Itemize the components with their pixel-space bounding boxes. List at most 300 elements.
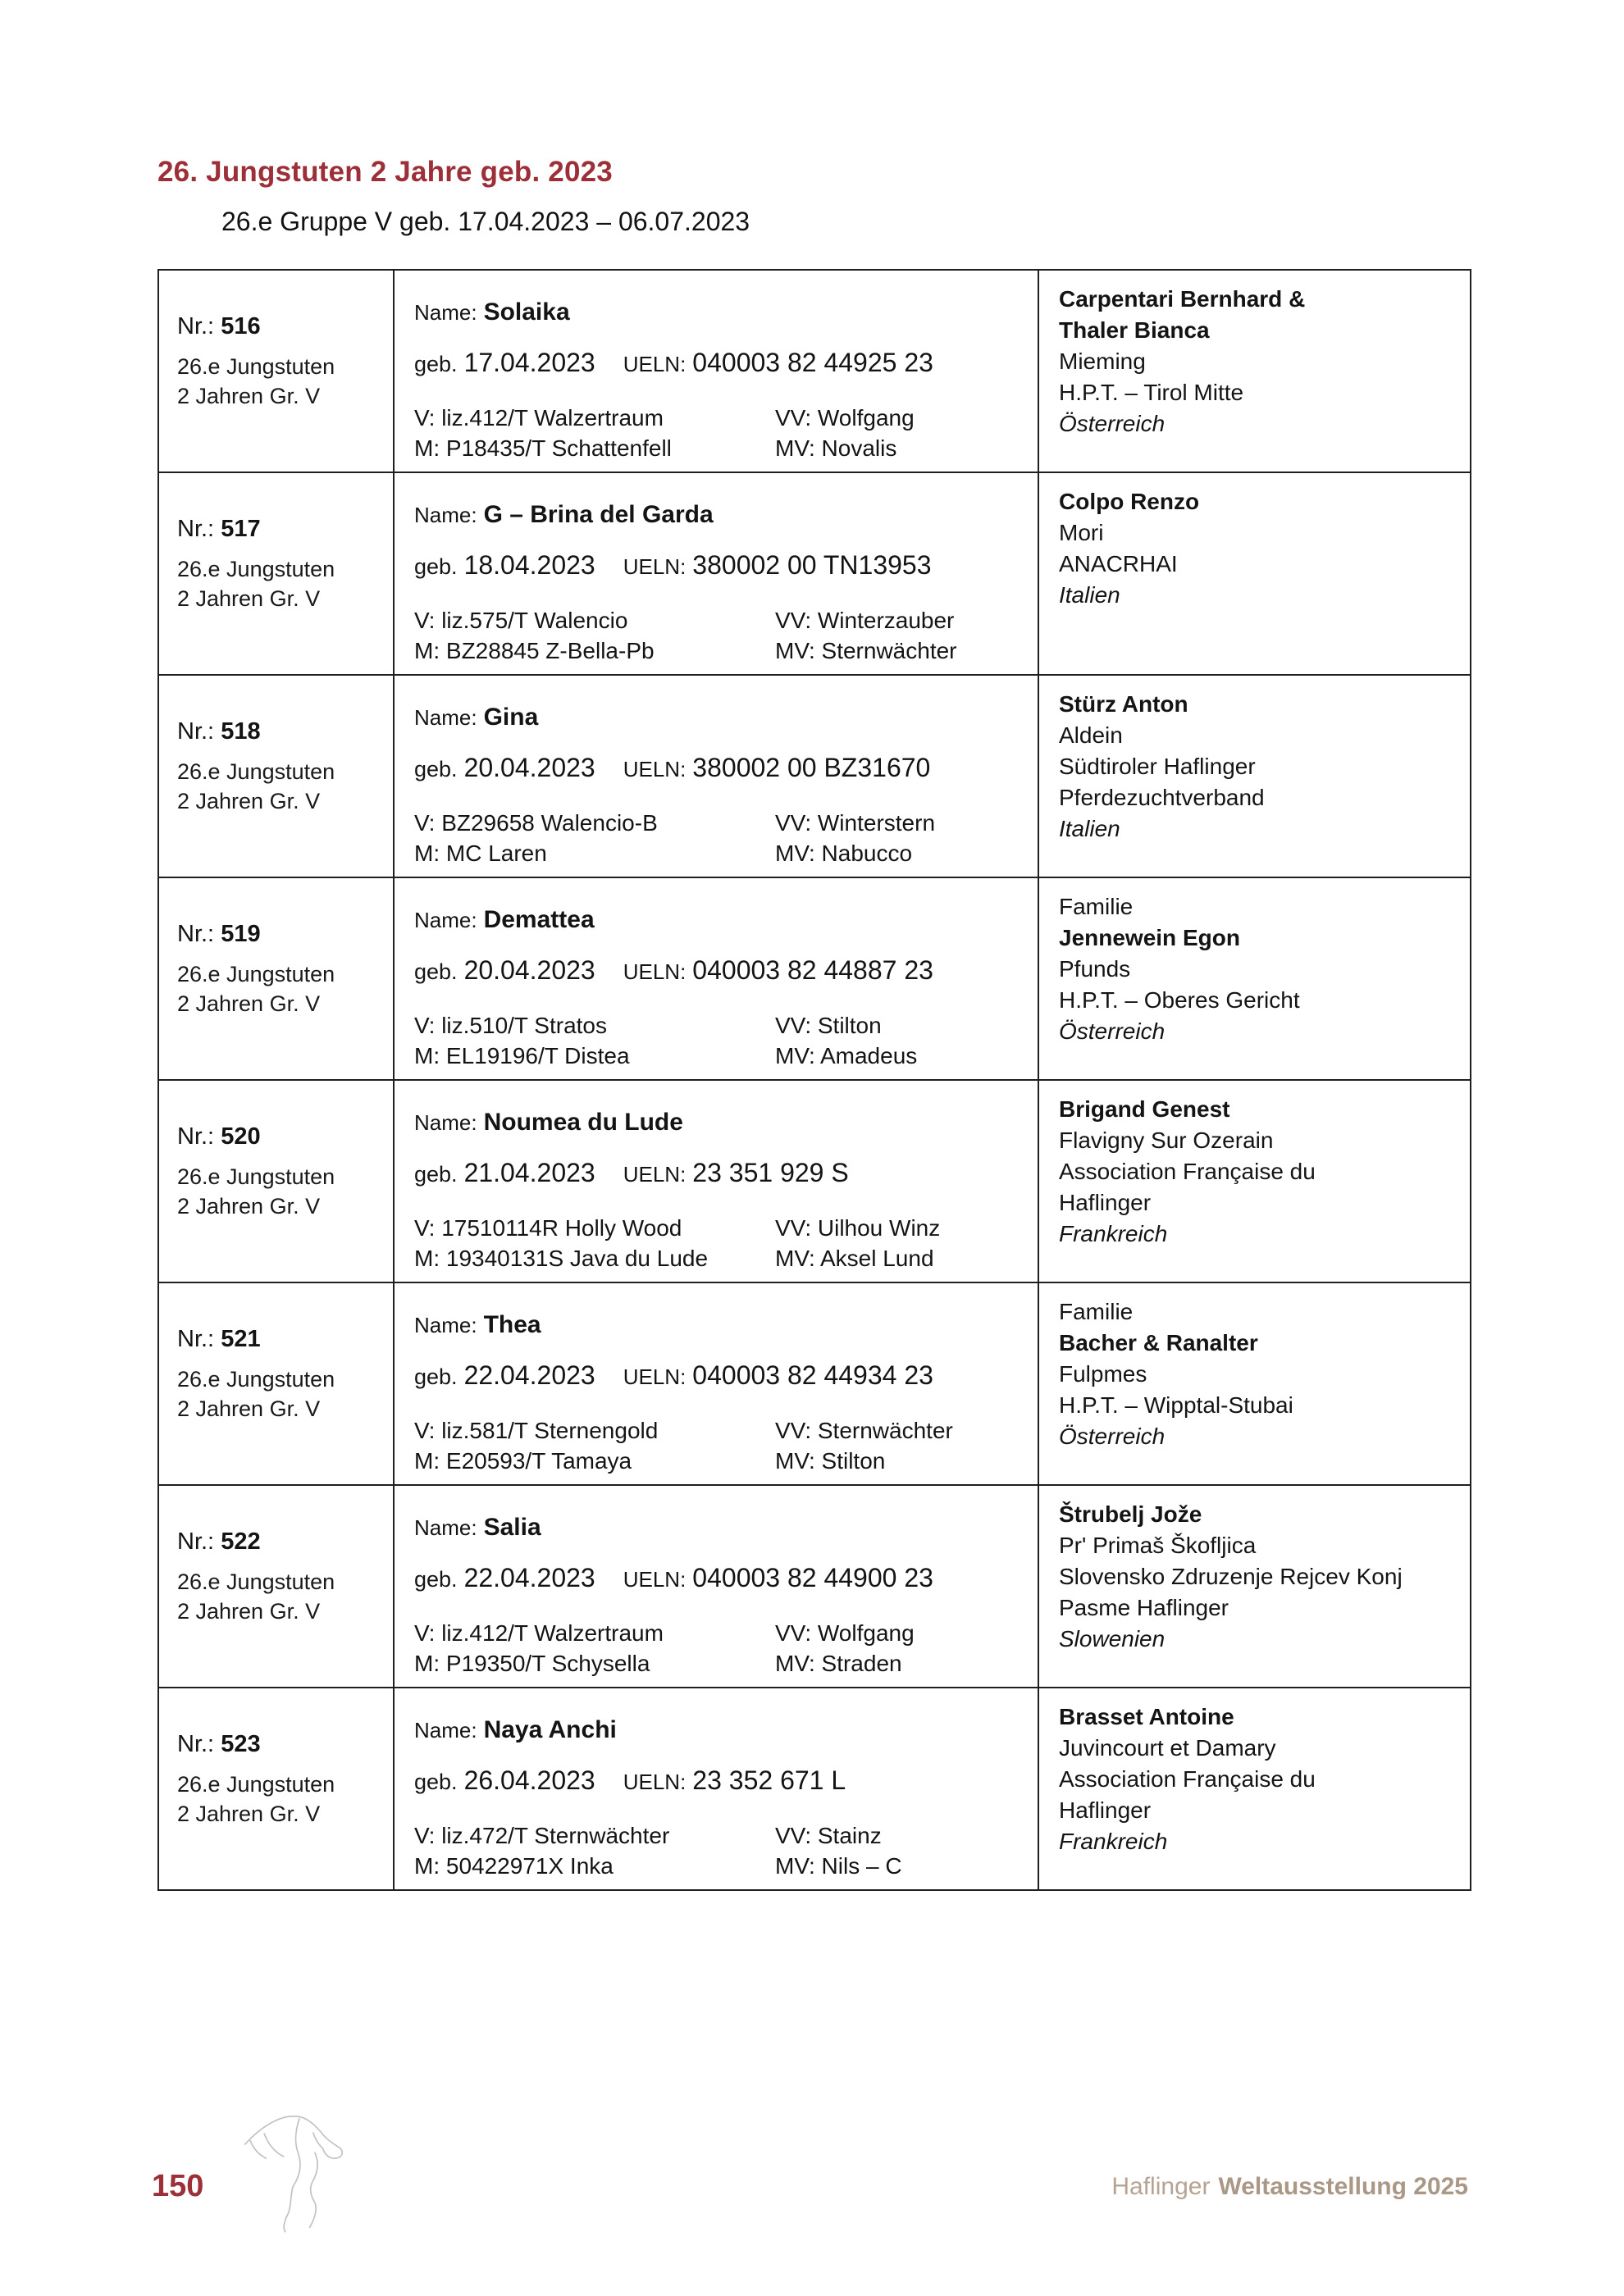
footer-brand [1111,2173,1468,2201]
birth-line [414,348,1023,378]
owner-line: Österreich [1059,1424,1166,1449]
owner-line: Südtiroler Haflinger [1059,754,1256,779]
geb-value: 22.04.2023 [463,1563,595,1592]
m-label: M: [414,1853,440,1879]
dam-sire-entry [775,838,1023,868]
footer-brand-light: Haflinger [1111,2173,1211,2200]
entry-number-cell [159,1081,393,1282]
mv-value: Nabucco [821,840,913,866]
owner-line: H.P.T. – Tirol Mitte [1059,380,1244,405]
class-line: 2 Jahren Gr. V [177,991,321,1016]
horse-logo-icon [239,2106,363,2237]
owner-cell [1038,878,1470,1079]
dam-line [414,1243,1023,1273]
footer-brand-bold: Weltausstellung 2025 [1218,2173,1468,2200]
geb-label: geb. [414,554,458,579]
table-row [159,674,1470,877]
vv-value: Winterstern [817,810,936,836]
class-line: 2 Jahren Gr. V [177,1194,321,1219]
nr-label: Nr.: [177,516,215,542]
owner-line: Stürz Anton [1059,691,1188,717]
dam-line [414,433,1023,463]
m-value: BZ28845 Z-Bella-Pb [445,638,655,663]
class-line: 26.e Jungstuten [177,557,335,581]
entry-number-line [177,1326,386,1353]
birth-line [414,955,1023,986]
owner-line: Pr' Primaš Škofljica [1059,1533,1257,1558]
horse-name-line [414,1514,1023,1542]
vv-label: VV: [775,1620,812,1646]
horse-name-line [414,298,1023,326]
owner-cell [1038,1081,1470,1282]
page-title: 26. Jungstuten 2 Jahre geb. 2023 [157,156,613,188]
v-label: V: [414,1620,436,1646]
horse-details-cell [393,1486,1038,1687]
ueln-label: UELN: [623,1770,687,1794]
page-subtitle: 26.e Gruppe V geb. 17.04.2023 – 06.07.2023 [221,207,750,236]
table-row [159,472,1470,674]
horse-name: Demattea [483,906,595,933]
mv-value: Novalis [821,435,897,461]
horse-name-line [414,501,1023,529]
v-value: liz.472/T Sternwächter [441,1823,670,1848]
horse-details-cell [393,676,1038,877]
owner-line: Familie [1059,1299,1134,1324]
entry-number-line [177,1123,386,1150]
name-label: Name: [414,1110,477,1135]
vv-label: VV: [775,1013,812,1038]
horse-name: Salia [483,1514,541,1541]
entry-number-cell [159,676,393,877]
v-value: liz.412/T Walzertraum [441,405,664,430]
ueln-label: UELN: [623,1162,687,1187]
entry-number-line [177,516,386,543]
ueln-value: 380002 00 BZ31670 [692,753,931,782]
sire-line [414,605,1023,636]
pedigree-block [414,1415,1023,1476]
dam-sire-entry [775,1446,1023,1476]
sire-entry [414,1618,775,1648]
geb-value: 20.04.2023 [463,955,595,985]
dam-entry [414,433,775,463]
owner-line: Österreich [1059,411,1166,436]
mv-label: MV: [775,1853,815,1879]
dam-entry [414,1446,775,1476]
owner-line: Aldein [1059,722,1123,748]
sire-line [414,808,1023,838]
nr-label: Nr.: [177,1123,215,1150]
sire-line [414,1213,1023,1243]
class-line: 2 Jahren Gr. V [177,1599,321,1624]
horse-details-cell [393,1688,1038,1889]
vv-value: Wolfgang [817,1620,915,1646]
owner-line: Fulpmes [1059,1361,1147,1387]
sire-sire-entry [775,605,1023,636]
mv-label: MV: [775,1448,815,1474]
class-line: 26.e Jungstuten [177,1569,335,1594]
horse-name: Gina [483,704,539,731]
table-row [159,1282,1470,1484]
table-row [159,271,1470,472]
owner-line: Mieming [1059,348,1146,374]
entry-number-line [177,921,386,948]
owner-line: Brasset Antoine [1059,1704,1234,1729]
sire-entry [414,1820,775,1851]
table-row [159,1484,1470,1687]
horse-details-cell [393,1283,1038,1484]
owner-line: Flavigny Sur Ozerain [1059,1128,1274,1153]
v-value: liz.412/T Walzertraum [441,1620,664,1646]
sire-sire-entry [775,1213,1023,1243]
horse-details-cell [393,878,1038,1079]
owner-line: Slowenien [1059,1626,1166,1651]
nr-label: Nr.: [177,1528,215,1555]
entry-number-line [177,718,386,745]
vv-label: VV: [775,608,812,633]
owner-line: Haflinger [1059,1797,1152,1823]
mv-value: Sternwächter [821,638,957,663]
v-value: BZ29658 Walencio-B [441,810,658,836]
dam-entry [414,636,775,666]
class-line: 2 Jahren Gr. V [177,384,321,408]
name-label: Name: [414,1313,477,1337]
mv-label: MV: [775,1651,815,1676]
nr-label: Nr.: [177,313,215,339]
owner-line: Štrubelj Jože [1059,1501,1202,1527]
sire-entry [414,605,775,636]
v-value: liz.510/T Stratos [441,1013,607,1038]
vv-label: VV: [775,810,812,836]
class-line: 26.e Jungstuten [177,1367,335,1392]
birth-line [414,1563,1023,1593]
vv-value: Winterzauber [817,608,955,633]
horse-name: Thea [483,1311,541,1338]
dam-sire-entry [775,433,1023,463]
nr-value: 522 [221,1528,261,1555]
horse-name-line [414,1109,1023,1137]
sire-line [414,403,1023,433]
v-label: V: [414,405,436,430]
owner-line: Colpo Renzo [1059,489,1200,514]
dam-line [414,1041,1023,1071]
v-label: V: [414,1013,436,1038]
mv-value: Straden [821,1651,902,1676]
m-value: EL19196/T Distea [445,1043,630,1068]
geb-value: 17.04.2023 [463,348,595,377]
vv-label: VV: [775,1418,812,1443]
geb-label: geb. [414,1364,458,1389]
v-value: 17510114R Holly Wood [441,1215,682,1241]
owner-line: Frankreich [1059,1829,1168,1854]
entry-number-line [177,313,386,340]
v-value: liz.581/T Sternengold [441,1418,659,1443]
sire-line [414,1010,1023,1041]
dam-entry [414,1041,775,1071]
ueln-label: UELN: [623,554,687,579]
owner-cell [1038,271,1470,472]
v-label: V: [414,1823,436,1848]
entry-number-cell [159,473,393,674]
vv-label: VV: [775,1823,812,1848]
nr-label: Nr.: [177,921,215,947]
owner-cell [1038,1486,1470,1687]
owner-line: Pfunds [1059,956,1131,982]
ueln-label: UELN: [623,959,687,984]
ueln-value: 040003 82 44934 23 [692,1360,933,1390]
ueln-label: UELN: [623,757,687,781]
ueln-value: 040003 82 44887 23 [692,955,933,985]
class-line: 26.e Jungstuten [177,1772,335,1797]
pedigree-block [414,1618,1023,1679]
dam-sire-entry [775,1851,1023,1881]
horse-details-cell [393,473,1038,674]
ueln-value: 23 352 671 L [692,1765,846,1795]
sire-sire-entry [775,1415,1023,1446]
horse-name-line [414,906,1023,934]
owner-line: Haflinger [1059,1190,1152,1215]
geb-label: geb. [414,1567,458,1592]
dam-line [414,1648,1023,1679]
mv-label: MV: [775,1246,815,1271]
name-label: Name: [414,300,477,325]
entry-number-cell [159,878,393,1079]
dam-sire-entry [775,636,1023,666]
m-label: M: [414,638,440,663]
entry-number-cell [159,271,393,472]
owner-line: Association Française du [1059,1159,1316,1184]
mv-label: MV: [775,840,815,866]
vv-value: Stainz [817,1823,882,1848]
owner-line: Pasme Haflinger [1059,1595,1229,1620]
owner-cell [1038,473,1470,674]
birth-line [414,1360,1023,1391]
class-line: 26.e Jungstuten [177,759,335,784]
mv-label: MV: [775,638,815,663]
geb-value: 26.04.2023 [463,1765,595,1795]
dam-entry [414,838,775,868]
sire-line [414,1618,1023,1648]
sire-entry [414,403,775,433]
horse-name-line [414,1311,1023,1339]
name-label: Name: [414,705,477,730]
geb-label: geb. [414,1162,458,1187]
name-label: Name: [414,503,477,527]
m-value: 50422971X Inka [445,1853,614,1879]
vv-value: Stilton [817,1013,882,1038]
sire-entry [414,808,775,838]
owner-line: H.P.T. – Oberes Gericht [1059,987,1300,1013]
sire-sire-entry [775,1618,1023,1648]
pedigree-block [414,605,1023,666]
mv-label: MV: [775,1043,815,1068]
dam-sire-entry [775,1243,1023,1273]
pedigree-block [414,1213,1023,1273]
geb-label: geb. [414,1770,458,1794]
name-label: Name: [414,908,477,932]
geb-label: geb. [414,352,458,376]
owner-line: Bacher & Ranalter [1059,1330,1258,1355]
owner-line: Carpentari Bernhard & [1059,286,1306,312]
geb-label: geb. [414,757,458,781]
owner-line: Familie [1059,894,1134,919]
vv-label: VV: [775,405,812,430]
owner-line: Juvincourt et Damary [1059,1735,1276,1761]
owner-line: Mori [1059,520,1104,545]
ueln-value: 040003 82 44925 23 [692,348,933,377]
class-line: 26.e Jungstuten [177,354,335,379]
m-label: M: [414,1246,440,1271]
geb-label: geb. [414,959,458,984]
nr-value: 521 [221,1326,261,1352]
v-value: liz.575/T Walencio [441,608,628,633]
nr-value: 519 [221,921,261,947]
geb-value: 20.04.2023 [463,753,595,782]
owner-line: Italien [1059,816,1120,841]
ueln-value: 040003 82 44900 23 [692,1563,933,1592]
table-row [159,1079,1470,1282]
owner-line: Slovensko Zdruzenje Rejcev Konj [1059,1564,1403,1589]
owner-line: Frankreich [1059,1221,1168,1246]
horse-name-line [414,1716,1023,1744]
v-label: V: [414,608,436,633]
dam-line [414,1446,1023,1476]
nr-label: Nr.: [177,1326,215,1352]
class-line: 2 Jahren Gr. V [177,789,321,813]
owner-cell [1038,676,1470,877]
sire-sire-entry [775,403,1023,433]
class-line: 26.e Jungstuten [177,962,335,986]
dam-entry [414,1648,775,1679]
ueln-value: 23 351 929 S [692,1158,849,1187]
m-value: 19340131S Java du Lude [445,1246,709,1271]
m-value: MC Laren [445,840,547,866]
m-label: M: [414,435,440,461]
class-line: 2 Jahren Gr. V [177,1396,321,1421]
ueln-value: 380002 00 TN13953 [692,550,932,580]
nr-label: Nr.: [177,718,215,745]
dam-sire-entry [775,1648,1023,1679]
dam-line [414,1851,1023,1881]
m-value: P18435/T Schattenfell [445,435,672,461]
entry-number-cell [159,1688,393,1889]
mv-value: Amadeus [819,1043,918,1068]
sire-sire-entry [775,808,1023,838]
dam-sire-entry [775,1041,1023,1071]
sire-sire-entry [775,1010,1023,1041]
horse-name: Solaika [483,298,570,326]
mv-value: Nils – C [821,1853,902,1879]
ueln-label: UELN: [623,1364,687,1389]
page-number: 150 [152,2169,204,2203]
owner-line: Jennewein Egon [1059,925,1240,950]
catalog-table [157,269,1471,1891]
vv-value: Sternwächter [817,1418,953,1443]
name-label: Name: [414,1718,477,1742]
birth-line [414,753,1023,783]
sire-entry [414,1213,775,1243]
nr-value: 517 [221,516,261,542]
sire-entry [414,1415,775,1446]
dam-line [414,838,1023,868]
owner-line: Pferdezuchtverband [1059,785,1265,810]
owner-line: H.P.T. – Wipptal-Stubai [1059,1392,1293,1418]
entry-number-line [177,1528,386,1556]
nr-label: Nr.: [177,1731,215,1757]
ueln-label: UELN: [623,1567,687,1592]
owner-line: Österreich [1059,1018,1166,1044]
nr-value: 516 [221,313,261,339]
pedigree-block [414,808,1023,868]
geb-value: 22.04.2023 [463,1360,595,1390]
nr-value: 523 [221,1731,261,1757]
table-row [159,1687,1470,1889]
horse-name: G – Brina del Garda [483,501,714,528]
vv-label: VV: [775,1215,812,1241]
nr-value: 518 [221,718,261,745]
birth-line [414,550,1023,581]
m-label: M: [414,840,440,866]
m-label: M: [414,1448,440,1474]
class-line: 2 Jahren Gr. V [177,586,321,611]
entry-number-line [177,1731,386,1758]
ueln-label: UELN: [623,352,687,376]
owner-cell [1038,1688,1470,1889]
dam-line [414,636,1023,666]
horse-name: Naya Anchi [483,1716,617,1743]
sire-sire-entry [775,1820,1023,1851]
mv-value: Stilton [821,1448,886,1474]
sire-entry [414,1010,775,1041]
owner-line: Thaler Bianca [1059,317,1210,343]
horse-details-cell [393,1081,1038,1282]
owner-cell [1038,1283,1470,1484]
owner-line: Brigand Genest [1059,1096,1230,1122]
v-label: V: [414,1418,436,1443]
nr-value: 520 [221,1123,261,1150]
m-label: M: [414,1043,440,1068]
m-label: M: [414,1651,440,1676]
mv-label: MV: [775,435,815,461]
owner-line: Italien [1059,582,1120,608]
pedigree-block [414,403,1023,463]
v-label: V: [414,810,436,836]
horse-name-line [414,704,1023,731]
pedigree-block [414,1820,1023,1881]
birth-line [414,1158,1023,1188]
horse-details-cell [393,271,1038,472]
v-label: V: [414,1215,436,1241]
entry-number-cell [159,1283,393,1484]
owner-line: Association Française du [1059,1766,1316,1792]
mv-value: Aksel Lund [819,1246,934,1271]
vv-value: Uilhou Winz [817,1215,941,1241]
m-value: P19350/T Schysella [445,1651,650,1676]
pedigree-block [414,1010,1023,1071]
dam-entry [414,1851,775,1881]
class-line: 2 Jahren Gr. V [177,1802,321,1826]
sire-line [414,1415,1023,1446]
class-line: 26.e Jungstuten [177,1164,335,1189]
vv-value: Wolfgang [817,405,915,430]
sire-line [414,1820,1023,1851]
geb-value: 21.04.2023 [463,1158,595,1187]
entry-number-cell [159,1486,393,1687]
dam-entry [414,1243,775,1273]
geb-value: 18.04.2023 [463,550,595,580]
name-label: Name: [414,1515,477,1540]
m-value: E20593/T Tamaya [445,1448,632,1474]
table-row [159,877,1470,1079]
